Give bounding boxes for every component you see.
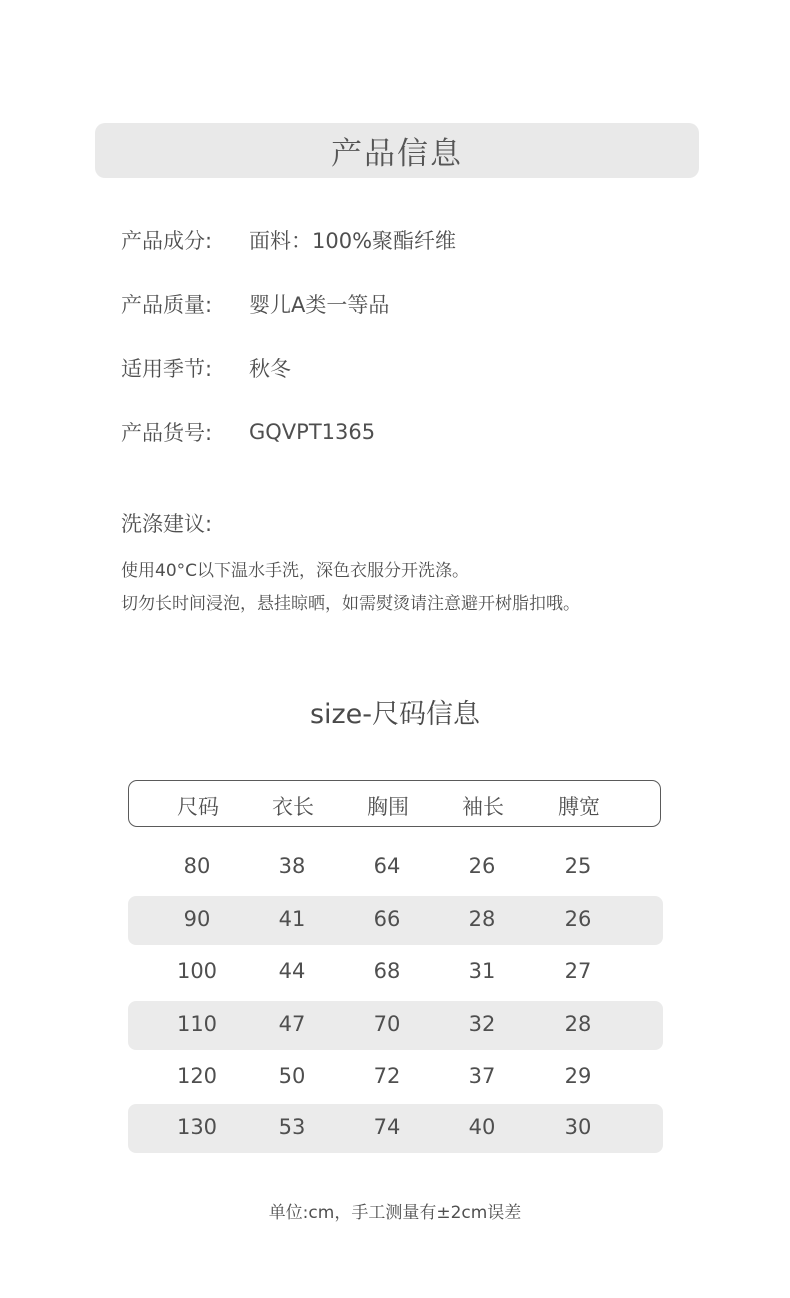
table-cell: 27 [564, 959, 592, 983]
table-cell: 26 [564, 907, 592, 931]
table-cell: 47 [278, 1012, 306, 1036]
table-row [128, 1053, 663, 1102]
table-cell: 41 [278, 907, 306, 931]
table-row [128, 1001, 663, 1050]
care-title: 洗涤建议: [121, 512, 213, 536]
table-row [128, 1104, 663, 1153]
table-cell: 64 [373, 854, 401, 878]
info-value: 面料：100%聚酯纤维 [249, 229, 457, 253]
table-cell: 26 [468, 854, 496, 878]
info-label: 适用季节: [121, 357, 213, 381]
table-cell: 25 [564, 854, 592, 878]
info-row-item-number [121, 417, 375, 447]
measurement-footnote: 单位:cm，手工测量有±2cm误差 [268, 1203, 522, 1223]
header-cell-length: 衣长 [272, 795, 314, 819]
table-cell: 38 [278, 854, 306, 878]
table-cell: 28 [564, 1012, 592, 1036]
table-cell: 74 [373, 1115, 401, 1139]
table-cell: 29 [564, 1064, 592, 1088]
header-cell-size: 尺码 [177, 795, 219, 819]
header-cell-chest: 胸围 [367, 795, 409, 819]
info-label: 产品质量: [121, 293, 213, 317]
table-cell: 32 [468, 1012, 496, 1036]
table-cell: 68 [373, 959, 401, 983]
info-value: GQVPT1365 [249, 420, 376, 444]
size-table-title: size-尺码信息 [309, 699, 481, 730]
info-label: 产品成分: [121, 229, 213, 253]
product-info-header [95, 123, 699, 178]
table-cell: 40 [468, 1115, 496, 1139]
table-cell: 30 [564, 1115, 592, 1139]
info-row-quality [121, 289, 389, 319]
table-cell: 120 [176, 1064, 218, 1088]
table-cell: 53 [278, 1115, 306, 1139]
table-cell: 44 [278, 959, 306, 983]
size-table-header [128, 780, 661, 827]
table-row [128, 896, 663, 945]
info-value: 婴儿A类一等品 [249, 293, 390, 317]
table-cell: 130 [176, 1115, 218, 1139]
table-cell: 31 [468, 959, 496, 983]
table-cell: 80 [183, 854, 211, 878]
table-row [128, 843, 663, 892]
care-instruction-line: 切勿长时间浸泡，悬挂晾晒，如需熨烫请注意避开树脂扣哦。 [121, 594, 580, 614]
page-title: 产品信息 [331, 136, 463, 172]
header-cell-sleeve: 袖长 [462, 795, 504, 819]
info-label: 产品货号: [121, 421, 213, 445]
table-cell: 28 [468, 907, 496, 931]
info-value: 秋冬 [249, 357, 291, 381]
care-instruction-line: 使用40°C以下温水手洗，深色衣服分开洗涤。 [121, 561, 470, 581]
table-cell: 110 [176, 1012, 218, 1036]
table-cell: 50 [278, 1064, 306, 1088]
info-row-season [121, 353, 291, 383]
table-cell: 66 [373, 907, 401, 931]
info-row-composition [121, 225, 456, 255]
table-row [128, 948, 663, 997]
table-cell: 72 [373, 1064, 401, 1088]
table-cell: 100 [176, 959, 218, 983]
table-cell: 37 [468, 1064, 496, 1088]
table-cell: 70 [373, 1012, 401, 1036]
header-cell-shoulder: 膊宽 [558, 795, 600, 819]
table-cell: 90 [183, 907, 211, 931]
